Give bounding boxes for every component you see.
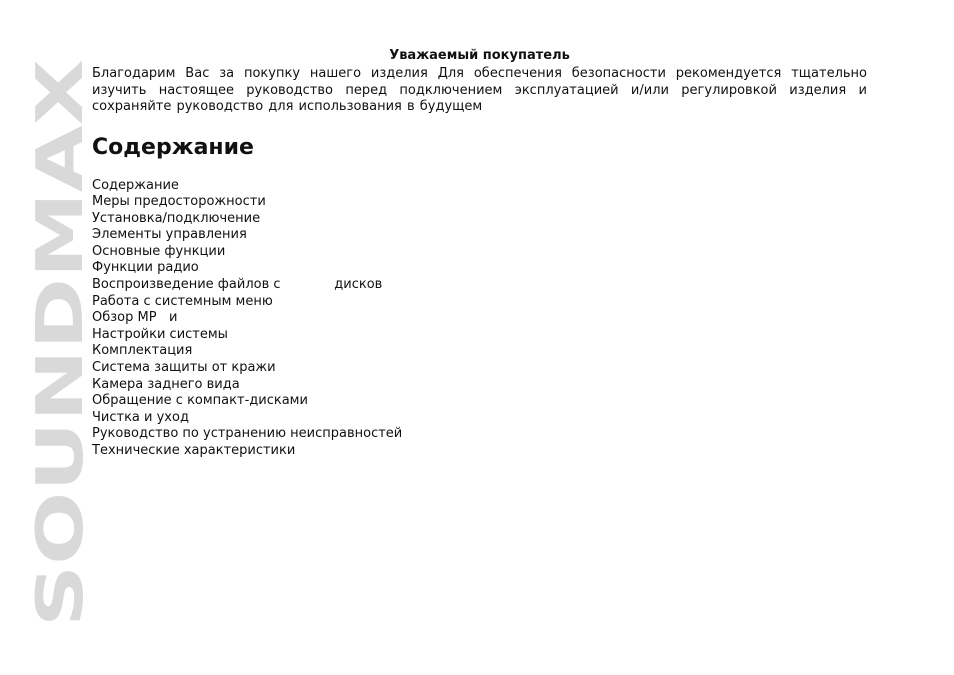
brand-logo-text: SOUNDMAX	[24, 205, 98, 627]
toc-item: Основные функции	[92, 243, 226, 259]
greeting-title: Уважаемый покупатель	[389, 48, 570, 63]
toc-item: Содержание	[92, 177, 179, 193]
toc-item: Настройки системы	[92, 326, 228, 342]
toc-item: Чистка и уход	[92, 409, 189, 425]
intro-line: изучить настоящее руководство перед подключением эксплуатацией и/или регулировкой изделия и	[92, 82, 867, 98]
toc-heading: Содержание	[92, 134, 254, 160]
toc-item: Технические характеристики	[92, 443, 296, 458]
page-content	[92, 48, 867, 460]
soundmax-logo-watermark	[24, 57, 98, 627]
toc-item: Обзор MP и	[92, 310, 178, 326]
intro-line: сохраняйте руководство для использования в будущем	[92, 99, 483, 114]
toc-item: Обращение с компакт-дисками	[92, 393, 308, 409]
toc-item: Меры предосторожности	[92, 194, 266, 210]
toc-item: Функции радио	[92, 260, 199, 276]
toc-item: Система защиты от кражи	[92, 360, 276, 376]
intro-paragraph	[92, 66, 867, 116]
toc-list	[92, 178, 867, 460]
toc-item: Воспроизведение файлов с дисков	[92, 277, 383, 293]
toc-item: Комплектация	[92, 343, 193, 359]
toc-item: Камера заднего вида	[92, 376, 240, 392]
toc-item: Установка/подключение	[92, 210, 261, 226]
toc-item: Работа с системным меню	[92, 293, 273, 309]
toc-item: Руководство по устранению неисправностей	[92, 426, 403, 442]
intro-line: Благодарим Вас за покупку нашего изделия Для обеспечения безопасности рекомендуется тщательно	[92, 66, 867, 81]
toc-item: Элементы управления	[92, 227, 247, 243]
